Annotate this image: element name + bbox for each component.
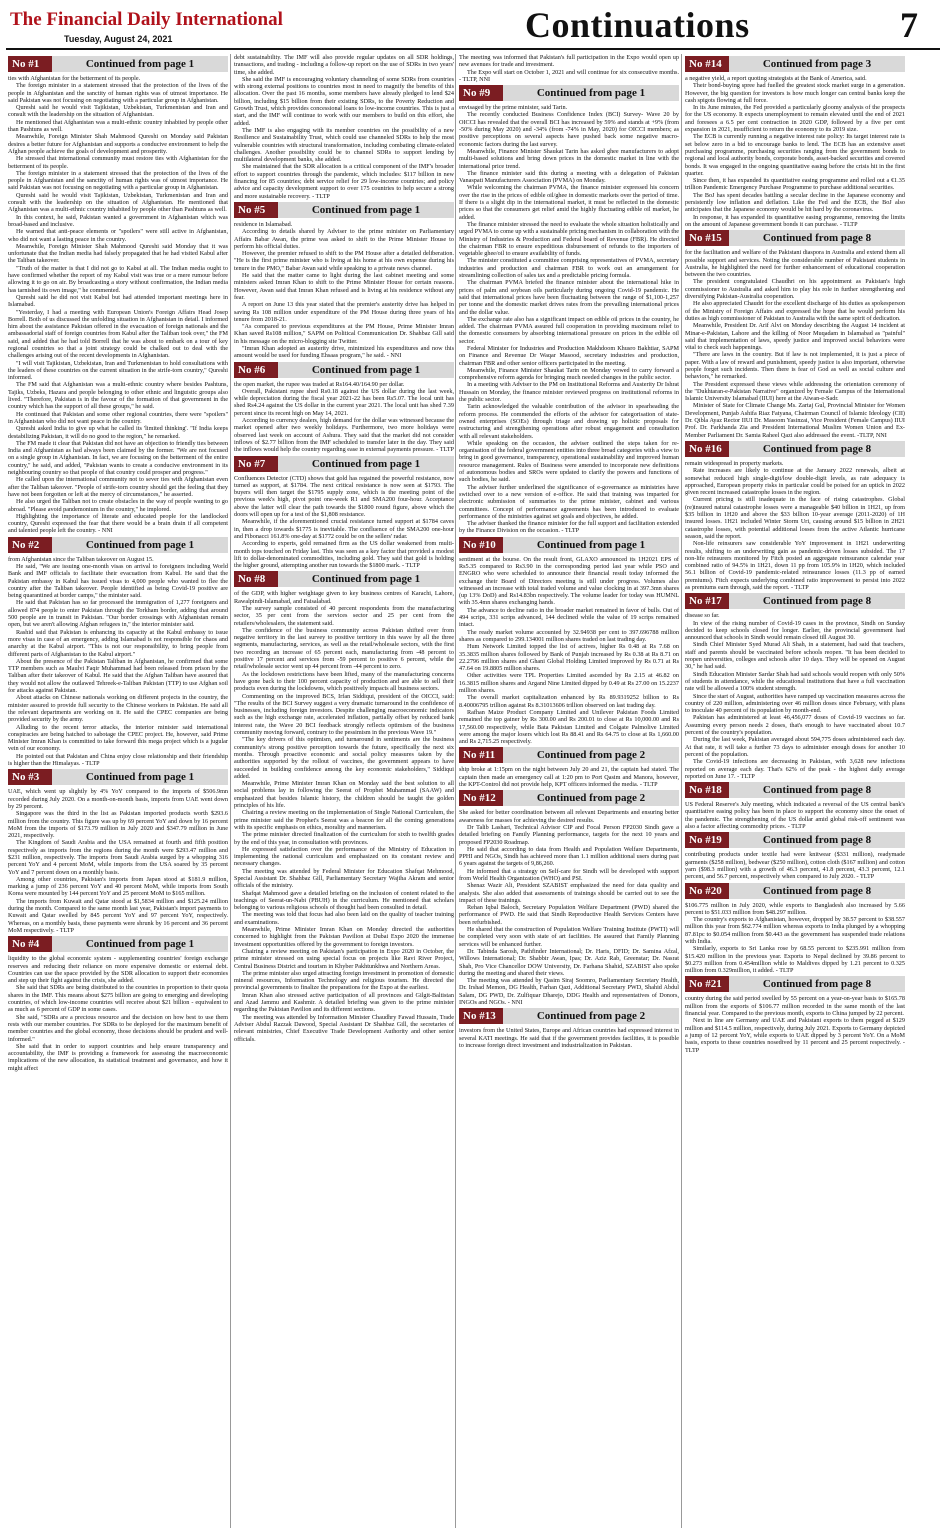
paragraph: Rate increases are likely to continue at the January 2022 renewals, albeit at somewhat reduced high single-digit/low double-digit levels, as rate adequacy is approached, European property risks in particular could be poised for an uptick in 2022 given recent increased catastrophe losses in the region. — [685, 467, 905, 497]
article-header — [685, 976, 905, 992]
paragraph: debt sustainability. The IMF will also provide regular updates on all SDR holdings, transactions, and trading - including a follow-up report on the use of SDRs in two years' time, she added. — [234, 54, 454, 76]
paragraph: liquidity to the global economic system - supplementing countries' foreign exchange reserves and reducing their reliance on more expensive domestic or external debt. Countries can use the space provided by the SDR allocation to support their economies and step up their fight against the crisis, she added. — [8, 955, 228, 985]
article — [8, 56, 228, 535]
paragraph: He expressed satisfaction over the performance of the Ministry of Education in implementing the national curriculum and emphasized on its constant review and necessary changes. — [234, 845, 454, 868]
article — [234, 54, 454, 200]
article-header — [8, 769, 228, 785]
paragraph: Meanwhile, Finance Minister Shaukat Tarin has asked ghee manufacturers to adopt multi-based solutions and bring down prices in the domestic market in line with the international price trend. — [459, 147, 679, 170]
paragraph: In response, it has expanded its quantitative easing programme, removing the limits on the amount of Japanese government bonds it can purchase. - TLTP — [685, 213, 905, 228]
article-header — [8, 936, 228, 952]
article-number-badge: No #6 — [234, 362, 278, 378]
paragraph: "Truth of the matter is that I did not go to Kabul at all. The Indian media ought to have confirmed whether the report of my Kabul visit was true or a mere rumour before allowing it to go on air. By broadcasting a story without confirmation, the Indian media has tarnished its own image," he commented. — [8, 264, 228, 294]
paragraph: "There are laws in the country. But if law is not implemented, it is just a piece of paper. With a law of reward and punishment, speedy justice is also important, otherwise people forget such incidents. Then there is fear of God as well as social culture and behaviors," he remarked. — [685, 351, 905, 381]
paragraph: He said, "We are issuing one-month visas on arrival to foreigners including World Bank and IMF officials to facilitate their evacuation from Kabul. He said that the Pakistan embassy in Kabul has issued visas to 4,000 people who wanted to flee the country after the Taliban takeover. People identified as being Covid-19 positive are being quarantined at border camps," the minister said. — [8, 563, 228, 600]
paragraph: The adviser thanked the finance minister for the full support and facilitation extended by the Finance Division on the occasion. - TLTP — [459, 520, 679, 535]
article-body — [8, 955, 228, 1072]
continued-from-label: Continued from page 2 — [503, 747, 679, 763]
article-body — [459, 1027, 679, 1049]
article-header — [234, 456, 454, 472]
article-number-badge: No #4 — [8, 936, 52, 952]
paragraph: investors from the United States, Europe and African countries had expressed interest in several KATI meetings. He said that if the government provides facilities, it is possible to increase foreign direct investment and industrialization in Pakistan. — [459, 1027, 679, 1049]
paragraph: The FM made it clear that Pakistan did not have an objection to friendly ties between India and Afghanistan as had always been claimed by the former. "We are not focused on a single group in Afghanistan. In fact, we are focusing on the betterment of the entire country," he said, and added, "Pakistan wants to create a conducive environment in its neighbouring country so that people of that country could prosper and progress." — [8, 439, 228, 477]
continued-from-label: Continued from page 1 — [278, 456, 454, 472]
continued-from-label: Continued from page 1 — [52, 769, 228, 785]
continued-from-label: Continued from page 3 — [729, 56, 905, 72]
article-header — [459, 790, 679, 806]
paragraph: However, the premier refused to shift to the PM House after a detailed deliberation. "He is the first prime minister who is living at his home at his own expense during his tenure in the PMO," Babar Awan said while speaking to a private news channel. — [234, 250, 454, 272]
continued-from-label: Continued from page 8 — [729, 441, 905, 457]
paragraph: UAE, which went up slightly by 4% YoY compared to the imports of $506.9mn recorded during July 2020. On a month-on-month basis, imports from UAE went down by 29 percent. — [8, 788, 228, 810]
paragraph: Confluences Detector (CTD) shows that gold has regained the powerful resistance, now turned as support, at $1784. The next critical resistance is now seen at $1793. The buyers will then target the $1795 supply zone, which is the meeting point of the previous week's high, pivot point one-week R1 and SMA200 four-hour. Acceptance above the latter will clear the path towards the $1800 round figure, above which the doors will open up for a test of the $1,808 resistance. — [234, 474, 454, 519]
paragraph: Other activities were TPL Properties Limited ascended by Rs 2.15 at 46.82 on 16.3815 million shares and Argand Nine Limited dipped by 0.49 at Rs 27.00 on 15.2237 million shares. — [459, 672, 679, 695]
paragraph: Their bond-buying spree had fuelled the greatest stock market surge in a generation. However, the big question for investors is how much longer can central banks keep the cash spigots flowing at full force. — [685, 82, 905, 104]
paragraph: He said that according to data from Health and Population Welfare Departments, PPHI and NGOs, Sindh has achieved more than 1.1 million additional users during past 6 years against the targets of 9,86,260. — [459, 845, 679, 868]
article-body — [234, 221, 454, 360]
article — [685, 441, 905, 591]
article-number-badge: No #1 — [8, 56, 52, 72]
continued-from-label: Continued from page 1 — [278, 571, 454, 587]
paragraph: contributing products under textile had were knitwear ($331 million), readymade garments ($258 million), bedwear ($250 million), cotton cloth ($167 million) and cotton yarn ($98.3 million) with a growth of 46.3 percent, 41.8 percent, 43.3 percent, 12.1 percent, and 56.7 percent, respectively when compared to July 2020. - TLTP — [685, 851, 905, 881]
column-divider — [681, 54, 682, 1528]
article-body — [459, 766, 679, 788]
paragraph: He called upon the international community not to sever ties with Afghanistan even after the Taliban takeover. "People of strife-torn country should get the feeling that they have not been forgotten or left at the mercy of circumstances," he asserted. — [8, 476, 228, 498]
paragraph: In its June minutes, the Fed provided a particularly gloomy analysis of the prospects for the US economy. It expects unemployment to remain elevated until the end of 2021 and foresees a 6.5 per cent contraction in 2020 GDP, followed by a five per cent expansion in 2021, insufficient to return the economy to its 2019 size. — [685, 104, 905, 134]
article-body — [8, 556, 228, 768]
paragraph: from Afghanistan since the Taliban takeover on August 15. — [8, 555, 154, 563]
paragraph: According to details shared by Adviser to the prime minister on Parliamentary Affairs Babar Awan, the prime was asked to shift to the Prime Minister House to perform his official duties. — [234, 228, 454, 250]
paragraph: residence in Islamabad. — [234, 220, 293, 228]
article-number-badge: No #21 — [685, 976, 729, 992]
article-number-badge: No #11 — [459, 747, 503, 763]
paragraph: She said that in order to support countries and help ensure transparency and accountability, the IMF is providing a framework for assessing the macroeconomic implications of the new allocation, its statistical treatment and governance, and how it might affect — [8, 1042, 228, 1072]
article-number-badge: No #9 — [459, 85, 503, 101]
article-body — [685, 801, 905, 830]
article-body — [685, 75, 905, 228]
issue-date: Tuesday, August 24, 2021 — [64, 34, 173, 44]
continued-from-label: Continued from page 1 — [503, 85, 679, 101]
continued-from-label: Continued from page 1 — [52, 537, 228, 553]
paragraph: ship broke at 1:15pm on the night between July 20 and 21, the captain had stated. The captain then made an emergency call at 1:20 pm to Port Qasim and Manora, however, the KPT-Control did not provide help, KPT officers informed the media. - TLTP — [459, 766, 679, 789]
paragraph: Sindh Education Minister Sardar Shah had said schools would reopen with only 50% of students in attendance, while the educational institutions that have a full vaccination rate will be allowed a 100% student strength. — [685, 670, 905, 693]
article-number-badge: No #12 — [459, 790, 503, 806]
continued-from-label: Continued from page 1 — [52, 936, 228, 952]
continued-from-label: Continued from page 2 — [503, 1008, 679, 1024]
paragraph: She said, "SDRs are a precious resource and the decision on how best to use them rests with our member countries. For SDRs to be deployed for the maximum benefit of member countries and the global economy, those decisions should be prudent and well-informed." — [8, 1013, 228, 1043]
paragraph: The advance to decline ratio in the broader market remained in favor of bulls. Out of 494 scrips, 331 scrips advanced, 144 declined while the value of 19 scrips remained intact. — [459, 606, 679, 629]
paragraph: During the last week, Pakistan averaged about 594,775 doses administered each day. At that rate, it will take a further 73 days to administer enough doses for another 10 percent of the population. — [685, 736, 905, 758]
paragraph: The exchange rate also has a significant impact on edible oil prices in the country, he added. The chairman PVMA assured full cooperation in providing maximum relief to the domestic consumers by absorbing international pressure on prices in the edible oil sector. — [459, 315, 679, 345]
paragraph: In view of the rising number of Covid-19 cases in the province, Sindh on Sunday decided to keep schools closed for longer. Earlier, the provincial government had announced that schools in Sindh would remain closed till August 30. — [685, 619, 905, 642]
paragraph: The meeting was attended by Information Minister Chaudhry Fawad Hussain, Trade Adviser Abdul Razzak Dawood, Special Assistant Dr Shahbaz Gill, the secretaries of relevant ministries, Chief Executive Trade Development Authority and other senior officials. — [234, 1013, 454, 1043]
paragraph: The IMF is also engaging with its member countries on the possibility of a new Resilience and Sustainability Trust, which could use channeled SDRs to help the most vulnerable countries with structural transformation, including combating climate-related challenges. Another possibility could be to channel SDRs to support lending by multilateral development banks, she added. — [234, 126, 454, 164]
paragraph: Next in line are Germany and UAE and Pakistani exports to them pegged at $129 million and $114.5 million, respectively, during July 2021. Exports to Germany depicted a jump of 12 percent YoY, while exports to UAE dipped by 3 percent YoY. On a MoM basis, exports to these countries nosedived by 11 percent and 25 percent respectively. - TLTP — [685, 1017, 905, 1054]
paragraph: He pointed out that Pakistan and China enjoy close relationship and their friendship is higher than the Himalayas. - TLTP — [8, 752, 228, 768]
paragraph: According to experts, gold remained firm as the US dollar weakened from multi-month tops touched on Friday last. This was seen as a key factor that provided a modest lift to dollar-denominated commodities, including gold. They said that gold is holding the higher ground, attempting another run towards the $1800 mark. - TLTP — [234, 540, 454, 570]
paragraph: The foreign minister in a statement stressed that the protection of the lives of the people in Afghanistan and the sanctity of human rights was of utmost importance. He said Pakistan was not focusing on negotiating with a particular group in Afghanistan. — [8, 169, 228, 192]
paragraph: The chairman PVMA briefed the finance minister about the international hike in prices of palm and soybean oils particularly during ongoing Covid-19 pandemic. He said that international prices have been fluctuating between the range of $1,100-1,257 per tonne and the domestic market drives rates from the prevailing international prices and the dollar value. — [459, 279, 679, 316]
paragraph: The prime minister also urged attracting foreign investment in promotion of domestic mineral resources, Information Technology and religious tourism. He directed the provincial governments to finalize the preparations for the Expo at the earliest. — [234, 969, 454, 992]
paragraph: Dr Talib Lashari, Technical Advisor CIP and Focal Person FP2030 Sindh gave a detailed briefing on Family Planning performance, targets for the next 10 years and proposed FP2030 Roadmap. — [459, 823, 679, 846]
paragraph: The ECB is currently running a negative interest rate policy: Its target interest rate is set below zero in a bid to encourage banks to lend. The ECB has an extensive asset purchasing programme, purchasing securities ranging from the government bonds to regional and local authority bonds, corporate bonds, asset-backed securities and covered bonds. It was engaged in the ongoing quantitative easing before the crisis hit in the first quarter. — [685, 133, 905, 177]
column-1 — [8, 54, 228, 1528]
article-header — [685, 56, 905, 72]
paragraph: He informed that a strategy on Self-care for Sindh will be developed with support from World Health Organization (WHO) and PSI. — [459, 867, 679, 882]
article-body — [8, 75, 228, 535]
article-body — [685, 851, 905, 880]
paragraph: The overall market capitalization enhanced by Rs 89.9319252 billion to Rs 8.40006795 trillion against Rs 8.31013606 trillion observed on last trading day. — [459, 694, 679, 709]
article-number-badge: No #19 — [685, 832, 729, 848]
paragraph: About attacks on Chinese nationals working on different projects in the country, the minister assured to provide full security to the Chinese workers in Pakistan. He said all the relevant departments are working on it. He said the CPEC companies are being provided security by the army. — [8, 694, 228, 724]
paragraph: Highlighting the importance of literate and educated people for the landlocked country, Qureshi expressed the fear that there would be a brain drain if all competent and talented people left the country. - NNI — [8, 512, 228, 535]
paragraph: She said that SDRs are being distributed to the countries in proportion to their quota shares in the IMF. This means about $275 billion are going to emerging and developing countries, of which low-income countries will receive about $21 billion - equivalent to as much as 6 percent of GDP in some cases. — [8, 984, 228, 1014]
column-2 — [234, 54, 454, 1528]
paragraph: He also urged the Taliban not to create obstacles in the way of people wanting to go abroad. "Please avoid pandemonium in the country," he implored. — [8, 498, 228, 513]
paragraph: Among other countries, Pakistan's imports from Japan stood at $181.9 million, marking a jump of 236 percent YoY and 40 percent MoM, while imports from South Korea were mounted by 144 percent YoY and 25 percent MoM to $165 million. — [8, 875, 228, 898]
article-number-badge: No #8 — [234, 571, 278, 587]
article — [685, 832, 905, 880]
article-header — [685, 441, 905, 457]
paragraph: Rafhan Maize Product Company Limited and Unilever Pakistan Foods Limited remained the top gainer by Rs 300.00 and Rs 200.01 to close at Rs 10,000.00 and Rs 17,560.00 respectively, while Bata Pakistan Limited and Colgate Palmolive Limited were among the major losers which lost Rs 88.41 and Rs 64.75 to close at Rs 1,660.00 and Rs 2,715.25 respectively. — [459, 708, 679, 746]
article — [8, 936, 228, 1072]
paragraph: The FM said that Afghanistan was a multi-ethnic country where besides Pashtuns, Tajiks, Uzbeks, Hazara and people belonging to other ethnic and linguistic groups also lived. "Therefore, Pakistan is in the favour of the formation of that government in the country which has the support of all these groups," he said. — [8, 381, 228, 411]
article-number-badge: No #2 — [8, 537, 52, 553]
article-number-badge: No #14 — [685, 56, 729, 72]
section-title: Continuations — [525, 5, 750, 45]
paragraph: As the lockdown restrictions have been lifted, many of the manufacturing concerns have gone back to their 100 percent capacity of production and are able to sell their products even during the lockdowns, which positively impacts all business sectors. — [234, 670, 454, 693]
continued-from-label: Continued from page 1 — [278, 362, 454, 378]
paragraph: The Expo will start on October 1, 2021 and will continue for six consecutive months. - TLTP, NNI — [459, 68, 679, 83]
paragraph: While speaking on the occasion, the adviser outlined the steps taken for re-organisation of the federal government entities into three broad categories with a view to bring in good governance, transparency, operational sustainability and improved human resource management. Rules of Business were amended to incorporate new definitions of autonomous bodies and SROs were updated to clarify the powers and functions of such bodies, he said. — [459, 439, 679, 484]
paragraph: Meanwhile, Prime Minister Imran Khan on Monday said the best solution to all social problems lay in following the Seerat of Prophet Muhammad (SAAW) and emphasized that besides Islamic history, the children should be taught the golden principles of his life. — [234, 780, 454, 810]
paragraph: He said that Pakistan has so far processed the immigration of 1,277 foreigners and allowed 874 people to enter Pakistan through the Torkham border, adding that around 500 people are in transit in Pakistan. "Our border crossings with Afghanistan remain open, but we aren't allowing Afghan refugees in," the interior minister said. — [8, 599, 228, 629]
article-number-badge: No #15 — [685, 230, 729, 246]
paragraph: Similarly, exports to Sri Lanka rose by 68.55 percent to $235.991 million from $15.420 million in the previous year. Exports to Nepal declined by 39.86 percent to $0.273 million from 0.454million while to Maldives dipped by 1.21 percent to 0.325 million from 0.329million, it added. - TLTP — [685, 945, 905, 975]
paragraph: About the presence of the Pakistan Taliban in Afghanistan, he confirmed that some TTP members such as Maulvi Faqir Muhammad had been released from prison by the Taliban after their takeover of Kabul. He said that the Afghan Taliban have assured that they would not allow the outlawed Tehreek-e-Taliban Pakistan (TTP) to use Afghan soil for attacks against Pakistan. — [8, 657, 228, 695]
paragraph: The imports from Kuwait and Qatar stood at $1,5834 million and $125.24 million during the month. Compared to the same month last year, Pakistan's import payments to Kuwait and Qatar swelled by 845 percent YoY and 97 percent YoY, respectively. Whereas, on a monthly basis, these payments were shrunk by 16 percent and 36 percent MoM respectively. - TLTP — [8, 897, 228, 934]
paragraph: Alluding to the recent terror attacks, the interior minister said international conspiracies are being hatched to sabotage the CPEC project. He, however, said Prime Minister Imran Khan is committed to take forward this mega project which is a jugular vein of our economy. — [8, 723, 228, 753]
article — [459, 537, 679, 746]
article-header — [685, 782, 905, 798]
paragraph: "I will visit Tajikistan, Uzbekistan, Iran and Turkmenistan to hold consultations with the leaders of these countries on the current situation in the strife-torn country," Qureshi informed. — [8, 359, 228, 382]
article-body — [234, 590, 454, 1042]
paragraph: Rehan Iqbal Baloch, Secretary Population Welfare Department (PWD) shared the performance of PWD. He said that Sindh Reproductive Health Services Centers have been refurbished. — [459, 904, 679, 926]
paragraph: Chairing a review meeting on the implementation of Single National Curriculum, the prime minister said the Prophet's Seerat was a beacon for all the coming generations with its specific emphasis on ethics, morality and mannerism. — [234, 809, 454, 831]
article-header — [685, 883, 905, 899]
paragraph: Since the start of August, authorities have ramped up vaccination measures across the country of 220 million, administering over 46 million doses since February, with plans to inoculate 40 percent of its population by month-end. — [685, 692, 905, 715]
page-number: 7 — [900, 5, 918, 45]
continued-from-label: Continued from page 2 — [503, 790, 679, 806]
paragraph: The meeting was informed that Pakistan's full participation in the Expo would open up new avenues for trade and investment. — [459, 54, 679, 69]
paragraph: Current pricing is still inadequate in the face of rising catastrophes. Global (re)insured natural catastrophe losses were a manageable $40 billion in 1H21, up from $35 billion in 1H20 and above the $33 billion 10-year average (2011-2020) of 1H insured losses. 1H21 included Winter Storm Uri, causing around $15 billion in 2H21 catastrophe losses, with potential additional losses from the active Atlantic hurricane season, said the report. — [685, 496, 905, 540]
article-body — [685, 902, 905, 975]
paragraph: The recently conducted Business Confidence Index (BCI) Survey- Wave 20 by OICCI has revealed that the overall BCI has increased by 59% and stands at +9% (from -50% during May 2020) and -34% (from -74% in May, 2020) for OICCI members; as positive perceptions on several aspects have pushed back some negative macro-economic factors during the last survey. — [459, 111, 679, 148]
paragraph: Meanwhile, if the aforementioned crucial resistance turned support at $1784 caves in, then a drop towards $1775 is inevitable. The confluence of the SMA200 one-hour and Fibonacci 161.8% one-day at $1772 could be on the sellers' radar. — [234, 518, 454, 540]
article-body — [685, 249, 905, 439]
paragraph: While welcoming the chairman PVMA, the finance minister expressed his concern over the rise in the prices of edible oil/ghee in domestic markets over the period of time. If there is a slight dip in the international market, it must be reflected in the domestic prices so that the consumers get relief amid the highly fluctuating edible oil market, he added. — [459, 184, 679, 221]
paragraph: "Yesterday, I had a meeting with European Union's Foreign Affairs Head Josep Borrell. Both of us discussed the unfolding situation in Afghanistan in detail. I informed him about the assistance Pakistan offered in the evacuation of foreign nationals and the ambassadorial staff of foreign countries from Kabul after the Taliban took over," the FM said, and added that he had told Borrell that he was about to embark on a tour of key regional countries so that a joint strategy could be chalked out to deal with the challenges arising out of the recent developments in Afghanistan. — [8, 308, 228, 360]
paragraph: The BoJ has spent decades battling a secular decline in the Japanese economy and persistently low inflation and deflation. Like the Fed and the ECB, the BoJ also anticipates that the Japanese economy would be hit hard by the coronavirus. — [685, 191, 905, 214]
paragraph: Commenting on the improved BCS, Irfan Siddiqui, president of the OICCI, said: "The results of the BCI Survey suggest a very dramatic turnaround in the confidence of businesses, including foreign investors. Despite challenging macroeconomic indicators such as the high exchange rate, accelerated inflation, partially offset by reduced bank interest rate, the Wave 20 BCI feedback strongly reflects optimism of the business community moving forward, contrary to the pessimism in the previous Wave 19." — [234, 692, 454, 737]
paragraph: The finance minister stressed the need to evaluate the whole situation holistically and urged PVMA to come up with a sustainable pricing mechanism in collaboration with the Ministry of Industries & Production and Federal board of Revenue (FBR). He directed the chairman FBR to ensure expeditious disbursement of refunds to the importers of vegetable ghee/oil to ensure availability of funds. — [459, 220, 679, 258]
paragraph: Qureshi asked India to give up what he called its 'limited thinking'. "If India keeps destabilizing Pakistan, it will do no good to the region," he remarked. — [8, 425, 228, 440]
paragraph: Pakistan has administered at least 46,456,077 doses of Covid-19 vaccines so far. Assuming every person needs 2 doses, that's enough to have vaccinated about 10.7 percent of the country's population. — [685, 714, 905, 737]
paragraph: Qureshi said he would visit Tajikistan, Uzbekistan, Turkmenistan and Iran and consult with the leadership on the situation of Afghanistan. — [8, 104, 228, 119]
paragraph: Meanwhile, Foreign Minister Shah Mahmood Qureshi said Monday that it was unfortunate that the Indian media had falsely propagated that he had visited Kabul after the Taliban takeover. — [8, 242, 228, 265]
article-header — [459, 747, 679, 763]
paragraph: Minister of State for Climate Change Ms. Zartaj Gul, Provincial Minister for Women Development, Punjab Ashifa Riaz Fatyana, Chairman Council of Islamic Ideology (CII) Dr. Qibla Ayaz Rector IIUI Dr. Masoom Yasinzai, Vice President (Female Campus) IIUI Prof. Dr. Farkhanda Zia and President International Muslim Women Union and Ex-Member Parliament Dr. Samia Raheel Qazi also addressed the event. -TLTP, NNI — [685, 402, 905, 439]
continued-from-label: Continued from page 8 — [729, 782, 905, 798]
article-header — [8, 56, 228, 72]
paragraph: The president congratulated Chaudhri on his appointment as Pakistan's high commissioner to Australia and asked him to play his role in further strengthening and diversifying Pakistan-Australia cooperation. — [685, 278, 905, 301]
article-body — [685, 460, 905, 591]
article-number-badge: No #13 — [459, 1008, 503, 1024]
article-number-badge: No #18 — [685, 782, 729, 798]
article-body — [8, 788, 228, 934]
paragraph: The ready market volume accounted by 32.94938 per cent to 397.696788 million shares as compared to 299.134001 million shares traded on last trading day. — [459, 628, 679, 643]
article — [234, 456, 454, 570]
article-header — [234, 202, 454, 218]
continued-from-label: Continued from page 1 — [52, 56, 228, 72]
paragraph: ties with Afghanistan for the betterment of its people. — [8, 75, 141, 82]
column-4 — [685, 54, 905, 1528]
article-header — [459, 537, 679, 553]
continued-from-label: Continued from page 1 — [503, 537, 679, 553]
article — [685, 782, 905, 830]
paragraph: a negative yield, a report quoting strategists at the Bank of America, said. — [685, 75, 867, 82]
paragraph: She maintained that the SDR allocation is a critical component of the IMF's broader effort to support countries through the pandemic, which includes: $117 billion in new financing for 85 countries; debt service relief for 29 low-income countries; and policy advice and capacity development support to over 175 countries to help secure a strong and more sustainable recovery. - TLTP — [234, 163, 454, 200]
article-body — [685, 612, 905, 780]
article — [685, 976, 905, 1053]
paragraph: He also appreciated Chaudri for the excellent discharge of his duties as spokesperson of the Ministry of Foreign Affairs and expressed the hope that he would perform his duties as high commissioner of Pakistan to Australia with the same spirit of dedication. — [685, 300, 905, 322]
paragraph: In a meeting with Adviser to the PM on Institutional Reforms and Austerity Dr Ishrat Hussain on Monday, the finance minister reviewed progress on institutional reforms in the public sector. — [459, 381, 679, 404]
paragraph: "Imran Khan adopted an austerity drive, minimized his expenditures and now this amount would be used for funding Ehsaas program," he said. - NNI — [234, 344, 454, 360]
column-3 — [459, 54, 679, 1528]
paragraph: He mentioned that Afghanistan was a multi-ethnic country inhabited by people other than Pashtuns as well. — [8, 118, 228, 134]
paragraph: Since then, it has expanded its quantitative easing programme and rolled out a €1.35 trillion Pandemic Emergency Purchase Programme to purchase additional securities. — [685, 177, 905, 192]
paragraph: A report on June 13 this year stated that the premier's austerity drive has helped in saving Rs 108 million under expenditure of the PM House during three years of his tenure from 2018-21. — [234, 301, 454, 323]
paragraph: Shafqat Mahmood gave a detailed briefing on the inclusion of content related to the teachings of Seerat-un-Nabi (PBUH) in the curriculum. He mentioned that scholars belonging to various religious schools of thought had been consulted in detail. — [234, 889, 454, 912]
article-body — [459, 54, 679, 83]
paragraph: He continued that Pakistan and some other regional countries, there were "spoilers" in Afghanistan who did not want peace in the country. — [8, 410, 228, 425]
paragraph: Meanwhile, Foreign Minister Shah Mahmood Qureshi on Monday said Pakistan desires a better future for Afghanistan and supports a conducive environment to help the Afghan people achieve the goals of development and prosperity. — [8, 133, 228, 155]
continued-from-label: Continued from page 8 — [729, 230, 905, 246]
article — [8, 769, 228, 934]
paragraph: disease so far. — [685, 612, 720, 620]
article-body — [234, 381, 454, 454]
newspaper-name: The Financial Daily International — [10, 9, 283, 30]
paragraph: $106.775 million in July 2020, while exports to Bangladesh also increased by 5.66 percent to $51.033 million from $48.297 million. — [685, 901, 905, 916]
paragraph: The prime minister directed finalization of the curriculum for sixth to twelfth grades by the end of this year, in consultation with provinces. — [234, 831, 454, 846]
paragraph: the open market, the rupee was traded at Rs164.40/164.90 per dollar. — [234, 380, 405, 388]
article — [685, 883, 905, 975]
paragraph: Imran Khan also stressed active participation of all provinces and Gilgit-Baltistan and Azad Jammu and Kashmir. A detailed briefing was given to the prime minister regarding the Pakistan Pavilion and its different sections. — [234, 991, 454, 1014]
article — [234, 571, 454, 1042]
column-divider — [455, 54, 456, 1528]
continued-from-label: Continued from page 8 — [729, 883, 905, 899]
paragraph: The foreign minister in a statement stressed that the protection of the lives of the people in Afghanistan and the sanctity of human rights was of utmost importance. He said Pakistan was not focusing on negotiating with a particular group in Afghanistan. — [8, 82, 228, 104]
article-number-badge: No #20 — [685, 883, 729, 899]
paragraph: remain widespread in property markets. — [685, 459, 784, 467]
article — [459, 1008, 679, 1049]
paragraph: He stressed that international community must restore ties with Afghanistan for the betterment of its people. — [8, 155, 228, 170]
continued-from-label: Continued from page 8 — [729, 593, 905, 609]
article — [685, 593, 905, 780]
paragraph: envisaged by the prime minister, said Tarin. — [459, 104, 568, 112]
paragraph: He said that the matter came to light during the last cabinet meeting and some ministers asked Imran Khan to shift to the Prime Minister House for certain reasons. However, Awan said that Imran Khan refused and is living at his residence without any fear. — [234, 272, 454, 301]
paragraph: Chairing a review meeting on Pakistan's participation in Expo 2020 in October, the prime minister stressed on using special focus on projects like Ravi River Project, Central Business District and tourism in Khyber Pakhtunkhwa and Northern Areas. — [234, 947, 454, 970]
paragraph: She said the IMF is encouraging voluntary channeling of some SDRs from countries with strong external positions to countries most in need to magnify the benefits of this allocation. Over the past 16 months, some members have already pledged to lend $24 billion, including $15 billion from their existing SDRs, to the Poverty Reduction and Growth Trust, which provides concessional loans to low-income countries. This is just a start, and the IMF will continue to work with our members to build on this effort, she added. — [234, 75, 454, 127]
article — [234, 362, 454, 454]
paragraph: Meanwhile, Prime Minister Imran Khan on Monday directed the authorities concerned to highlight from the Pakistan Pavilion at Dubai Expo 2020 the immense investment opportunities offered by the government to foreign investors. — [234, 926, 454, 948]
article-body — [234, 475, 454, 570]
paragraph: The country's exports to Afghanistan, however, dropped by 38.57 percent to $38.557 million this year from $62.774 million whereas exports to India plunged by a whopping 87.81pc to $0.054 million from $0.443 as the government has suspended trade relations with India. — [685, 916, 905, 945]
article-header — [459, 85, 679, 101]
continued-from-label: Continued from page 1 — [278, 202, 454, 218]
paragraph: The meeting was attended by Qasim Siraj Soomro, Parliamentary Secretary Health, Dr. Irshad Memon, DG Health, Farhan Qazi, Additional Secretary PWD, Shahid Abdul Salam, DG PWD, Dr. Zulfiquar Dharejo, DDG Health and representatives of Donors, INGOs and NGOs. - NNI — [459, 977, 679, 1007]
masthead — [0, 0, 945, 50]
paragraph: "As compared to previous expenditures at the PM House, Prime Minister Imran Khan saved Rs108 million," SAPM on Political Communication Dr. Shahbaz Gill said in his message on the micro-blogging site Twitter. — [234, 323, 454, 345]
article-number-badge: No #17 — [685, 593, 729, 609]
paragraph: Tarin acknowledged the valuable contribution of the advisor in spearheading the reform process. He commended the efforts of the advisor for categorisation of state-owned enterprises (SOEs) through triage and drawing up holistic proposals for restructuring and strengthening operations after robust engagement and consultation with all relevant stakeholders. — [459, 403, 679, 440]
article — [459, 54, 679, 83]
article-body — [234, 54, 454, 200]
paragraph: "The key drivers of this optimism, and turnaround in sentiments are the business community's strong positive perception towards the future, specifically the next six months. Through proactive economic and social policy measures taken by the authorities supported by the rollout of vaccines, the government appears to have succeeded in building confidence among the key economic stakeholders," Siddiqui added. — [234, 736, 454, 780]
paragraph: Overall, Pakistani rupee shed Rs0.18 against the US dollar during the last week, while depreciation during the fiscal year 2021-22 has been Rs5.07. The local unit has shed Rs4.24 against the US dollar in the current year 2021. The local unit has shed 7.39 percent since its recent high on May 14, 2021. — [234, 387, 454, 417]
paragraph: Qureshi said he would visit Tajikistan, Uzbekistan, Turkmenistan and Iran and consult with the leadership on the situation of Afghanistan. He mentioned that Afghanistan was a multi-ethnic country inhabited by people other than Pashtuns as well. — [8, 191, 228, 214]
paragraph: Meanwhile, Finance Minister Shaukat Tarin on Monday vowed to carry forward a comprehensive reform agenda for bringing much needed changes in the public sector. — [459, 366, 679, 382]
column-divider — [230, 54, 231, 1528]
paragraph: She asked for better coordination between all relevant Departments and ensuring better awareness for masses for achieving the desired results. — [459, 809, 679, 824]
article-number-badge: No #10 — [459, 537, 503, 553]
paragraph: The Kingdom of Saudi Arabia and the USA remained at fourth and fifth position respectively as imports from the regions during the month were $293.47 million and $231 million, respectively. The imports from Saudi Arabia surged by a whopping 316 percent YoY and 4 percent MoM, while imports from the USA soared by 35 percent YoY and 7 percent down on a monthly basis. — [8, 839, 228, 876]
article-body — [685, 995, 905, 1053]
paragraph: Hum Network Limited topped the list of actives, higher Rs 0.48 at Rs 7.68 on 35.3835 million shares followed by Bank of Punjab increased by Rs 0.38 at Rs 8.71 on 22.2796 million shares and Ghani Global Holding Limited improved by Rs 0.71 at Rs 47.64 on 19.8805 million shares. — [459, 643, 679, 673]
paragraph: for the facilitation and welfare of the Pakistani diaspora in Australia and extend them all possible support and services. Noting the considerable number of Pakistani students in Australia, he highlighted the need for further enhancement of educational cooperation between the two countries. — [685, 249, 905, 279]
article — [459, 747, 679, 788]
paragraph: The meeting was told that focus had also been laid on the quality of teacher training and examinations. — [234, 911, 454, 926]
paragraph: The survey sample consisted of 40 percent respondents from the manufacturing sector, 35 per cent from the services sector and 25 per cent from the retailers/wholesalers, the statement said. — [234, 605, 454, 627]
paragraph: Non-life reinsurers saw considerable YoY improvement in 1H21 underwriting results, shifting to an underwriting gain as pandemic-driven losses subsided. The 17 non-life reinsurers monitored by Fitch posted an aggregate reinsurance calendar year combined ratio of 94.5% in 1H21, down 11 pp from 105.9% in 1H20, which included 56.1 billion of Covid-19 pandemic-related reinsurance losses (11.3 pp of earned premiums). Fitch expects underlying combined ratio improvement to persist into 2022 as premiums earn through, said the report. - TLTP — [685, 540, 905, 591]
continued-from-label: Continued from page 8 — [729, 832, 905, 848]
article — [459, 85, 679, 535]
article — [685, 56, 905, 228]
paragraph: Singapore was the third in the list as Pakistan imported products worth $293.6 million from the country. This figure was up by 69 percent YoY and down by 16 percent MoM from the imports of $173.79 million in July 2020 and $347.79 million in June 2021, respectively. — [8, 810, 228, 840]
article-header — [459, 1008, 679, 1024]
article-header — [234, 362, 454, 378]
article — [459, 790, 679, 1006]
paragraph: He shared that the construction of Population Welfare Training Institute (PWTI) will be completed very soon with state of art facilities. He assured that Family Planning services will be enhanced further. — [459, 926, 679, 948]
article — [685, 230, 905, 439]
article-header — [685, 230, 905, 246]
paragraph: Sindh Chief Minister Syed Murad Ali Shah, in a statement, had said that teachers, staff and parents should be vaccinated before schools reopen. "It has been decided to reopen universities, colleges and schools after 10 days. They will be opened on August 30," he had said. — [685, 641, 905, 671]
paragraph: The confidence of the business community across Pakistan shifted over from negative territory in the last survey to positive territory in this wave by all the three segments, manufacturing, services, as well as the retail/wholesale sectors, with the first two recording an increase of 65 percent each, manufacturing from -48 percent to positive 17 percent and services from -59 percent to positive 6 percent, while the retail/wholesale sector went up 44 percent from -44 percent to zero. — [234, 626, 454, 671]
article-number-badge: No #3 — [8, 769, 52, 785]
article-header — [685, 593, 905, 609]
article — [8, 537, 228, 768]
paragraph: Rashid said that Pakistan is enhancing its capacity at the Kabul embassy to issue more visas in case of an emergency, adding Islamabad is not responsible for chaos and anarchy at the Kabul airport. "This is not our responsibility, to bring people from different parts of Afghanistan to the Kabul airport." — [8, 628, 228, 658]
article-header — [8, 537, 228, 553]
paragraph: The adviser further underlined the significance of e-governance as ministries have switched over to a new version of e-office. He said that training was imparted for electronic submission of summaries to the prime minister, cabinet and various committees. Concept of performance agreements has been introduced to evaluate performance of the ministries against set goals and objectives, he added. — [459, 483, 679, 520]
paragraph: sentiment at the bourse. On the result front, GLAXO announced its 1H2021 EPS of Rs5.35 compared to Rs3.90 in the corresponding period last year while PSO and ENGRO who were scheduled to announce their financial result today informed the exchange their Board of Directors meeting is still under progress. Volumes also witnessed an increase with total traded volume and value clocking in at 397.3mn shares (up 13% DoD) and Rs14.83bn respectively. The volume leader for today was HUMNL with 35.4mn shares exchanging hands. — [459, 555, 679, 607]
paragraph: The President expressed these views while addressing the orientation ceremony of the "Dukhtaran-e-Pakistan Narrative" organized by Female Campus of the International Islamic University Islamabad (IIUI) here at the Aiwan-e-Sadr. — [685, 380, 905, 403]
paragraph: Dr. Tabinda Sarosh, Pathfinder International; Dr. Haris, DFID; Dr. Samina Afzal, Willows International; Dr. Shabbir Awan, Ipas; Dr. Aziz Rab, Greenstar; Dr. Nasrat Shah, Pro Vice Chancellor DOW University, Dr. Farhana Shahid, SZABIST also spoke during the meeting and shared their views. — [459, 947, 679, 977]
paragraph: In this context, he said, Pakistan wanted a government in Afghanistan which was broad-based and inclusive. — [8, 213, 228, 228]
paragraph: The finance minister said this during a meeting with a delegation of Pakistan Vanaspati Manufacturers Association (PVMA) on Monday. — [459, 169, 679, 185]
article-number-badge: No #16 — [685, 441, 729, 457]
article-body — [459, 809, 679, 1006]
paragraph: Federal Minister for Industries and Production Makhdoom Khusro Bakhtiar, SAPM on Finance and Revenue Dr Waqar Masood, secretary industries and production, chairman FBR and other senior officers participated in the meeting. — [459, 344, 679, 367]
continued-from-label: Continued from page 8 — [729, 976, 905, 992]
header-rule — [6, 48, 940, 50]
paragraph: country during the said period swelled by 55 percent on a year-on-year basis to $165.78 million from the exports of $106.77 million recorded in the same month of the last financial year. Compared to the previous month, exports to China jumped by 22 percent. — [685, 995, 905, 1018]
article-body — [459, 556, 679, 746]
paragraph: Shenaz Wazir Ali, President SZABIST emphasized the need for data quality and analysis. She also added that assessments of trainings should be carried out to see the impact of these trainings. — [459, 882, 679, 904]
paragraph: of the GDP, with higher weightage given to key business centres of Karachi, Lahore, Rawalpindi-Islamabad, and Faisalabad. — [234, 590, 454, 605]
paragraph: Meanwhile, President Dr. Arif Alvi on Monday describing the August 14 incident at Minar-e-Pakistan, Lahore and the killing of Noor Muqadam in Islamabad as "painful" said that implementation of laws, speedy justice and improved social behaviors were vital to check such happenings. — [685, 322, 905, 352]
article-number-badge: No #5 — [234, 202, 278, 218]
article-body — [459, 104, 679, 535]
article-header — [685, 832, 905, 848]
paragraph: US Federal Reserve's July meeting, which indicated a reversal of the US central bank's quantitative easing policy has been in place to support the economy since the onset of the pandemic. The strengthening of the US dollar amid global risk-off sentiment was also a factor affecting commodity prices. - TLTP — [685, 801, 905, 831]
paragraph: Qureshi said he did not visit Kabul but had attended important meetings here in Islamabad. — [8, 293, 228, 309]
article-header — [234, 571, 454, 587]
article-number-badge: No #7 — [234, 456, 278, 472]
paragraph: The Covid-19 infections are decreasing in Pakistan, with 3,628 new infections reported on average each day. That's 62% of the peak - the highest daily average reported on June 17. - TLTP — [685, 758, 905, 780]
article — [234, 202, 454, 360]
paragraph: According to currency dealers, high demand for the dollar was witnessed because the market opened after two weekly holidays. Furthermore, two more holidays were observed last week on account of Ashura. They said that the market did not consider inflows of $2.77 billion from the IMF scheduled to transfer later in the day. They said the inflows would help the country regarding ease in external payments pressure. - TLTP — [234, 417, 454, 454]
paragraph: He warned that anti-peace elements or "spoilers" were still active in Afghanistan, who did not want a lasting peace in the country. — [8, 228, 228, 243]
paragraph: The meeting was attended by Federal Minister for Education Shafqat Mehmood, Special Assistant Dr. Shahbaz Gill, Parliamentary Secretary Wajiha Akram and senior officials of the ministry. — [234, 867, 454, 890]
paragraph: The minister constituted a committee comprising representatives of PVMA, secretary industries and production and chairman FBR to work out an arrangement for streamlining collection of sales tax and a predictable pricing formula. — [459, 257, 679, 280]
